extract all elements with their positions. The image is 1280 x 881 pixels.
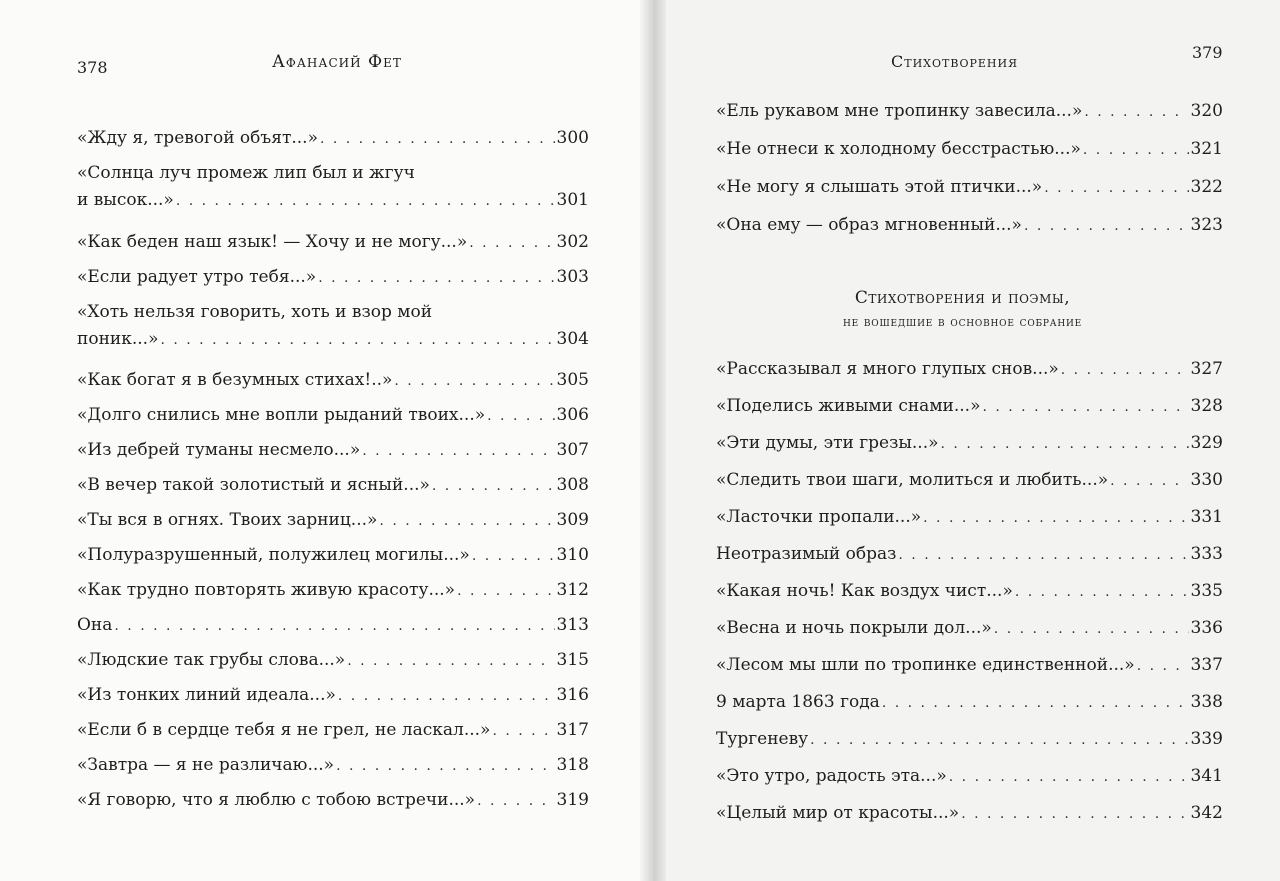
leader-dots bbox=[882, 692, 1189, 714]
toc-entry-title: «Как трудно повторять живую красоту...» bbox=[77, 580, 456, 600]
toc-entry-page: 337 bbox=[1190, 655, 1223, 675]
toc-entry-page: 312 bbox=[556, 580, 589, 600]
toc-entry-page: 339 bbox=[1190, 729, 1223, 749]
toc-entry bbox=[716, 617, 1223, 640]
toc-entry-title: «Ласточки пропали...» bbox=[716, 507, 922, 527]
leader-dots bbox=[320, 128, 555, 150]
leader-dots bbox=[477, 790, 554, 812]
toc-entry-page: 329 bbox=[1190, 433, 1223, 453]
toc-entry-title: «Ты вся в огнях. Твоих зарниц...» bbox=[77, 510, 378, 530]
leader-dots bbox=[347, 650, 554, 672]
leader-dots bbox=[1024, 215, 1189, 237]
toc-entry-title-line: «Хоть нельзя говорить, хоть и взор мой bbox=[77, 302, 433, 322]
toc-entry-title: «Лесом мы шли по тропинке единственной...» bbox=[716, 655, 1135, 675]
toc-entry-title: Тургеневу bbox=[716, 729, 809, 749]
toc-entry-title: Она bbox=[77, 615, 113, 635]
toc-entry bbox=[716, 654, 1223, 677]
leader-dots bbox=[114, 615, 554, 637]
toc-entry-page: 315 bbox=[556, 650, 589, 670]
toc-entry-title: «Если радует утро тебя...» bbox=[77, 267, 317, 287]
toc-entry-page: 322 bbox=[1190, 177, 1223, 197]
toc-entry bbox=[77, 474, 589, 497]
toc-entry-title: «Рассказывал я много глупых снов...» bbox=[716, 359, 1059, 379]
toc-entry-page: 321 bbox=[1190, 139, 1223, 159]
toc-entry-page: 327 bbox=[1190, 359, 1223, 379]
leader-dots bbox=[487, 405, 554, 427]
toc-entry-page: 308 bbox=[556, 475, 589, 495]
toc-entry-page: 302 bbox=[556, 232, 589, 252]
page-number: 379 bbox=[1192, 43, 1223, 62]
toc-entry bbox=[77, 369, 589, 392]
toc-entry bbox=[77, 579, 589, 602]
toc-entry bbox=[716, 469, 1223, 492]
leader-dots bbox=[961, 803, 1188, 825]
toc-entry-page: 301 bbox=[556, 190, 589, 210]
toc-entry-title: «Она ему — образ мгновенный...» bbox=[716, 215, 1022, 235]
toc-entry bbox=[77, 127, 589, 150]
section-heading bbox=[645, 288, 1280, 330]
toc-entry-page: 319 bbox=[556, 790, 589, 810]
toc-entry-page: 342 bbox=[1190, 803, 1223, 823]
leader-dots bbox=[338, 685, 555, 707]
toc-entry-page: 313 bbox=[556, 615, 589, 635]
toc-entry-title: «Какая ночь! Как воздух чист...» bbox=[716, 581, 1013, 601]
leader-dots bbox=[1061, 359, 1189, 381]
toc-entry-title: поник...» bbox=[77, 329, 159, 349]
leader-dots bbox=[810, 729, 1188, 751]
toc-entry-title: «Жду я, тревогой объят...» bbox=[77, 128, 318, 148]
toc-entry bbox=[77, 614, 589, 637]
toc-entry-title: «Эти думы, эти грезы...» bbox=[716, 433, 939, 453]
running-head: Стихотворения bbox=[891, 52, 1018, 71]
toc-entry-title: «Весна и ночь покрыли дол...» bbox=[716, 618, 992, 638]
running-head: Афанасий Фет bbox=[272, 52, 402, 72]
toc-entry bbox=[716, 214, 1223, 237]
toc-entry-title: «Людские так грубы слова...» bbox=[77, 650, 346, 670]
toc-entry bbox=[716, 100, 1223, 123]
leader-dots bbox=[457, 580, 554, 602]
toc-entry-title: «Завтра — я не различаю...» bbox=[77, 755, 335, 775]
toc-entry bbox=[77, 162, 589, 212]
toc-entry-page: 341 bbox=[1190, 766, 1223, 786]
toc-entry bbox=[716, 691, 1223, 714]
toc-entry bbox=[77, 544, 589, 567]
toc-entry-page: 335 bbox=[1190, 581, 1223, 601]
toc-entry-title: «Долго снились мне вопли рыданий твоих...» bbox=[77, 405, 486, 425]
leader-dots bbox=[898, 544, 1188, 566]
toc-entry bbox=[77, 754, 589, 777]
toc-entry-page: 304 bbox=[556, 329, 589, 349]
toc-entry-title: «Я говорю, что я люблю с тобою встречи...» bbox=[77, 790, 476, 810]
toc-entry-title: «Из тонких линий идеала...» bbox=[77, 685, 336, 705]
toc-entry-page: 331 bbox=[1190, 507, 1223, 527]
leader-dots bbox=[362, 440, 554, 462]
toc-entry-title: 9 марта 1863 года bbox=[716, 692, 880, 712]
leader-dots bbox=[379, 510, 554, 532]
toc-entry-page: 333 bbox=[1190, 544, 1223, 564]
toc-entry-title: «Ель рукавом мне тропинку завесила...» bbox=[716, 101, 1083, 121]
leader-dots bbox=[1110, 470, 1188, 492]
leader-dots bbox=[1084, 101, 1188, 123]
toc-entry-page: 306 bbox=[556, 405, 589, 425]
toc-entry-title: «Целый мир от красоты...» bbox=[716, 803, 960, 823]
toc-entry-page: 300 bbox=[556, 128, 589, 148]
leader-dots bbox=[336, 755, 554, 777]
toc-entry-page: 310 bbox=[556, 545, 589, 565]
toc-entry-title: «Это утро, радость эта...» bbox=[716, 766, 947, 786]
leader-dots bbox=[923, 507, 1188, 529]
toc-entry-page: 317 bbox=[556, 720, 589, 740]
toc-entry-page: 305 bbox=[556, 370, 589, 390]
toc-entry bbox=[716, 395, 1223, 418]
leader-dots bbox=[432, 475, 555, 497]
toc-entry-title: Неотразимый образ bbox=[716, 544, 897, 564]
leader-dots bbox=[1015, 581, 1189, 603]
toc-entry-page: 336 bbox=[1190, 618, 1223, 638]
toc-entry-title: «Не отнеси к холодному бесстрастью...» bbox=[716, 139, 1081, 159]
toc-entry-title: «Как богат я в безумных стихах!..» bbox=[77, 370, 393, 390]
leader-dots bbox=[176, 190, 555, 212]
toc-entry-page: 330 bbox=[1190, 470, 1223, 490]
toc-entry bbox=[716, 506, 1223, 529]
leader-dots bbox=[492, 720, 554, 742]
toc-entry-page: 328 bbox=[1190, 396, 1223, 416]
toc-entry-page: 303 bbox=[556, 267, 589, 287]
toc-entry-title-line: «Солнца луч промеж лип был и жгуч bbox=[77, 163, 415, 183]
toc-entry bbox=[77, 439, 589, 462]
right-page bbox=[645, 0, 1280, 881]
toc-entry bbox=[77, 649, 589, 672]
leader-dots bbox=[982, 396, 1188, 418]
toc-entry bbox=[77, 404, 589, 427]
toc-entry-title: «Полуразрушенный, полужилец могилы...» bbox=[77, 545, 470, 565]
toc-entry bbox=[77, 231, 589, 254]
section-subtitle: не вошедшие в основное собрание bbox=[842, 315, 1083, 330]
toc-entry bbox=[77, 266, 589, 289]
toc-entry bbox=[77, 789, 589, 812]
toc-entry-title: «Как беден наш язык! — Хочу и не могу...» bbox=[77, 232, 468, 252]
toc-entry bbox=[716, 138, 1223, 161]
toc-entry bbox=[716, 580, 1223, 603]
toc-entry-title: и высок...» bbox=[77, 190, 174, 210]
leader-dots bbox=[472, 545, 555, 567]
toc-entry bbox=[716, 765, 1223, 788]
page-number: 378 bbox=[77, 58, 108, 77]
leader-dots bbox=[994, 618, 1189, 640]
leader-dots bbox=[318, 267, 554, 289]
leader-dots bbox=[160, 329, 554, 351]
toc-entry-title: «Поделись живыми снами...» bbox=[716, 396, 981, 416]
toc-entry bbox=[716, 543, 1223, 566]
toc-entry-page: 307 bbox=[556, 440, 589, 460]
leader-dots bbox=[949, 766, 1189, 788]
toc-entry bbox=[716, 802, 1223, 825]
toc-entry bbox=[77, 509, 589, 532]
toc-entry bbox=[77, 301, 589, 351]
toc-entry-page: 318 bbox=[556, 755, 589, 775]
toc-entry bbox=[716, 432, 1223, 455]
toc-entry-page: 320 bbox=[1190, 101, 1223, 121]
leader-dots bbox=[1137, 655, 1189, 677]
toc-entry bbox=[77, 719, 589, 742]
toc-entry-page: 316 bbox=[556, 685, 589, 705]
leader-dots bbox=[941, 433, 1189, 455]
toc-entry-page: 338 bbox=[1190, 692, 1223, 712]
toc-entry-title: «Если б в сердце тебя я не грел, не ласкал...» bbox=[77, 720, 491, 740]
leader-dots bbox=[394, 370, 554, 392]
toc-entry-title: «Не могу я слышать этой птички...» bbox=[716, 177, 1043, 197]
toc-entry bbox=[716, 728, 1223, 751]
toc-entry-page: 323 bbox=[1190, 215, 1223, 235]
leader-dots bbox=[1044, 177, 1188, 199]
toc-entry bbox=[716, 176, 1223, 199]
leader-dots bbox=[469, 232, 554, 254]
toc-entry-page: 309 bbox=[556, 510, 589, 530]
leader-dots bbox=[1083, 139, 1189, 161]
toc-entry-title: «В вечер такой золотистый и ясный...» bbox=[77, 475, 430, 495]
toc-entry bbox=[716, 358, 1223, 381]
toc-entry bbox=[77, 684, 589, 707]
book-gutter bbox=[640, 0, 666, 881]
toc-entry-title: «Следить твои шаги, молиться и любить...» bbox=[716, 470, 1109, 490]
section-title: Стихотворения и поэмы, bbox=[854, 288, 1071, 308]
toc-entry-title: «Из дебрей туманы несмело...» bbox=[77, 440, 361, 460]
